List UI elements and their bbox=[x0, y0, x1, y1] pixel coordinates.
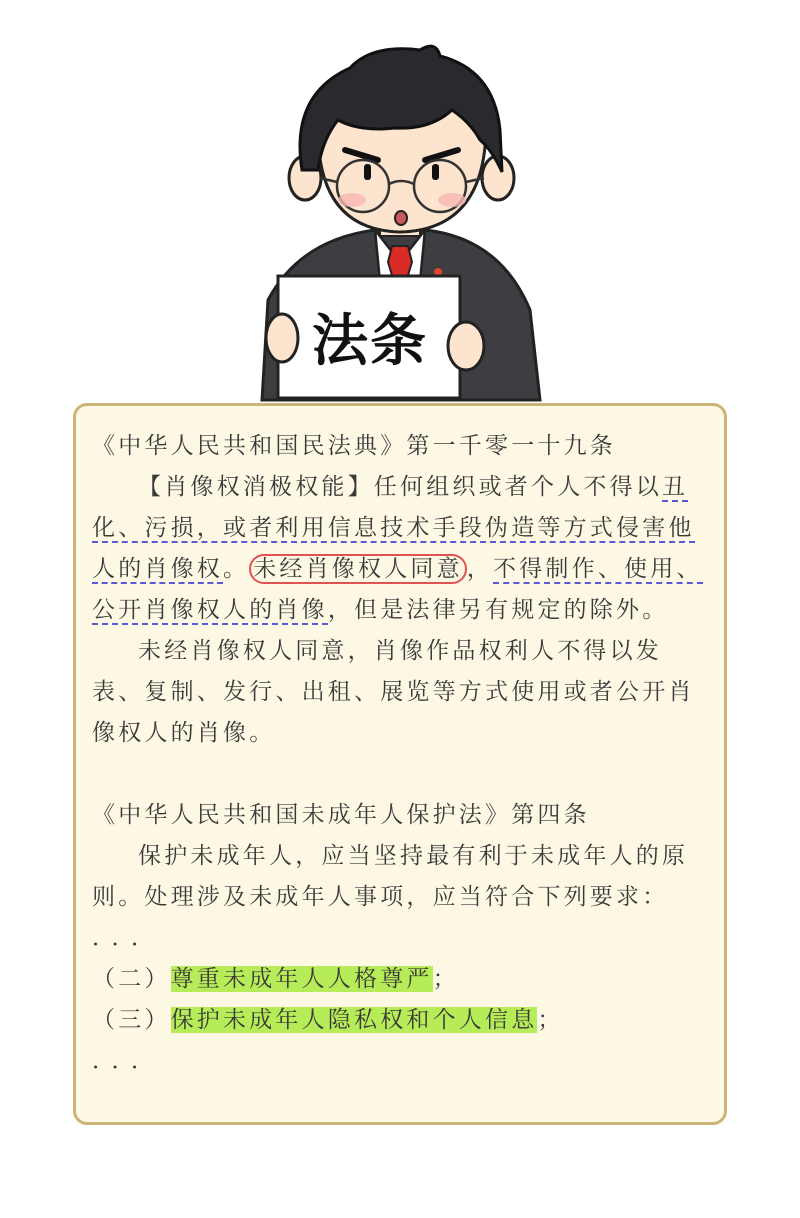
ellipsis-2: ．．． bbox=[92, 1048, 162, 1074]
law1-p1-suffix: ，但是法律另有规定的除外。 bbox=[327, 597, 669, 623]
law1-p1-comma: ， bbox=[466, 556, 494, 582]
dashed-underline-phrase-b: 不得制作、使用、公开肖像权人的肖像 bbox=[92, 556, 703, 623]
left-eye bbox=[364, 164, 371, 180]
law2-item-2 bbox=[92, 959, 710, 1000]
ellipsis-1: ．．． bbox=[92, 925, 162, 951]
highlighted-item-3: 保护未成年人隐私权和个人信息 bbox=[170, 1007, 538, 1033]
mouth bbox=[395, 211, 407, 225]
law-text-card bbox=[73, 403, 727, 1125]
law1-p1-prefix: 【肖像权消极权能】任何组织或者个人不得以 bbox=[138, 474, 662, 500]
circled-phrase: 未经肖像权人同意 bbox=[249, 554, 467, 584]
item2-suffix: ； bbox=[432, 966, 459, 992]
highlighted-item-2: 尊重未成年人人格尊严 bbox=[170, 966, 433, 992]
left-blush bbox=[338, 193, 366, 207]
item2-prefix: （二） bbox=[92, 966, 171, 992]
law2-item-3 bbox=[92, 1000, 710, 1041]
law2-paragraph-1: 保护未成年人，应当坚持最有利于未成年人的原则。处理涉及未成年人事项，应当符合下列要求： bbox=[92, 843, 689, 910]
law1-p1-mid: 。 bbox=[223, 556, 250, 582]
law1-title: 《中华人民共和国民法典》第一千零一十九条 bbox=[92, 433, 616, 459]
item3-prefix: （三） bbox=[92, 1007, 171, 1033]
law2-title: 《中华人民共和国未成年人保护法》第四条 bbox=[92, 802, 590, 828]
dashed-underline-phrase-a: 丑化、污损，或者利用信息技术手段伪造等方式侵害他人的肖像权 bbox=[92, 474, 695, 582]
law1-paragraph-2: 未经肖像权人同意，肖像作品权利人不得以发表、复制、发行、出租、展览等方式使用或者公开肖像权人的肖像。 bbox=[92, 638, 695, 746]
item3-suffix: ； bbox=[537, 1007, 564, 1033]
section-spacer bbox=[92, 754, 710, 795]
right-blush bbox=[438, 193, 466, 207]
law1-paragraph-1 bbox=[92, 467, 710, 631]
right-eye bbox=[432, 164, 439, 180]
sign-label: 法条 bbox=[312, 309, 428, 374]
